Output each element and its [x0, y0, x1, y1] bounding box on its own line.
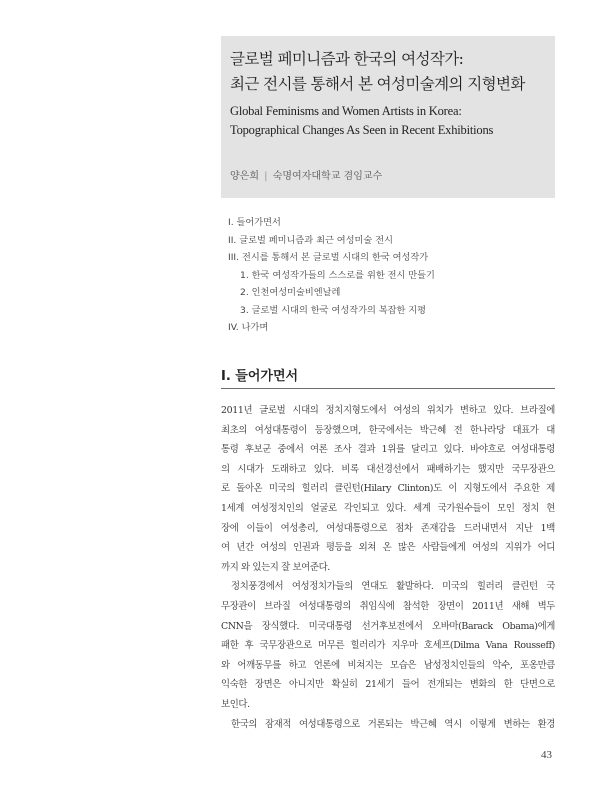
body-line: 1세계 여성정치인의 얼굴로 각인되고 있다. 세계 국가원수들이 모인 정치 현	[221, 502, 555, 514]
toc-item: II. 글로벌 페미니즘과 최근 여성미술 전시	[228, 234, 393, 246]
title-box	[221, 36, 555, 198]
toc-subitem: 1. 한국 여성작가들의 스스로를 위한 전시 만들기	[240, 269, 435, 281]
body-line: 2011년 글로벌 시대의 정치지형도에서 여성의 위치가 변하고 있다. 브라질에	[221, 405, 555, 416]
body-line: 최초의 여성대통령이 등장했으며, 한국에서는 박근혜 전 한나라당 대표가 대	[221, 424, 555, 436]
section-divider	[221, 388, 555, 389]
toc-item: IV. 나가며	[228, 322, 269, 333]
toc-subitem: 2. 인천여성미술비엔날레	[240, 287, 341, 298]
body-line: 와 어깨동무를 하고 언론에 비쳐지는 모습은 남성정치인들의 악수, 포옹만큼	[221, 659, 555, 671]
toc-item: I. 들어가면서	[228, 217, 281, 228]
body-line: 익숙한 장면은 아니지만 확실히 21세기 들어 전개되는 변화의 한 단면으로	[221, 679, 555, 691]
title-korean-line-1: 글로벌 페미니즘과 한국의 여성작가:	[230, 50, 464, 68]
body-line: 정치풍경에서 여성정치가들의 연대도 활발하다. 미국의 힐러리 클린턴 국	[231, 581, 555, 593]
body-text	[221, 401, 555, 734]
title-english-line-1: Global Feminisms and Women Artists in Korea:	[230, 104, 462, 118]
section-heading: I. 들어가면서	[221, 369, 299, 384]
page-number: 43	[541, 749, 552, 761]
title-english-line-2: Topographical Changes As Seen in Recent Exhibitions	[230, 123, 494, 137]
author-line	[230, 167, 382, 182]
body-line: 패한 후 국무장관으로 머무른 힐러리가 지우마 호세프(Dilma Vana Rousseff)	[221, 640, 555, 652]
table-of-contents	[228, 214, 558, 337]
title-korean-line-2: 최근 전시를 통해서 본 여성미술계의 지형변화	[230, 75, 525, 93]
body-line: CNN을 장식했다. 미국대통령 선거후보전에서 오바마(Barack Obama)에게	[221, 620, 555, 632]
body-line: 한국의 잠재적 여성대통령으로 거론되는 박근혜 역시 이렇게 변하는 환경	[231, 718, 555, 730]
body-line: 여 년간 여성의 인권과 평등을 외쳐 온 많은 사람들에게 여성의 지위가 어디	[221, 542, 555, 554]
toc-item: III. 전시를 통해서 본 글로벌 시대의 한국 여성작가	[228, 252, 429, 263]
body-line: 통령 후보군 중에서 여론 조사 결과 1위를 달리고 있다. 바야흐로 여성대통령	[221, 444, 555, 456]
body-line: 보인다.	[221, 698, 250, 710]
author-affiliation: 숙명여자대학교 겸임교수	[272, 171, 383, 182]
author-separator: |	[264, 171, 268, 182]
author-name: 양은희	[230, 171, 259, 182]
body-line: 무장관이 브라질 여성대통령의 취임식에 참석한 장면이 2011년 새해 벽두	[221, 600, 555, 612]
body-line: 장에 이들이 여성총리, 여성대통령으로 점차 존재감을 드러내면서 지난 1백	[221, 522, 555, 534]
body-line: 의 시대가 도래하고 있다. 비록 대선경선에서 패배하기는 했지만 국무장관으	[221, 463, 555, 475]
body-line: 로 돌아온 미국의 힐러리 클린턴(Hilary Clinton)도 이 지형도에서 주요한 제	[221, 483, 555, 495]
body-line: 까지 와 있는지 잘 보여준다.	[221, 561, 330, 573]
toc-subitem: 3. 글로벌 시대의 한국 여성작가의 복잡한 지평	[240, 304, 427, 316]
